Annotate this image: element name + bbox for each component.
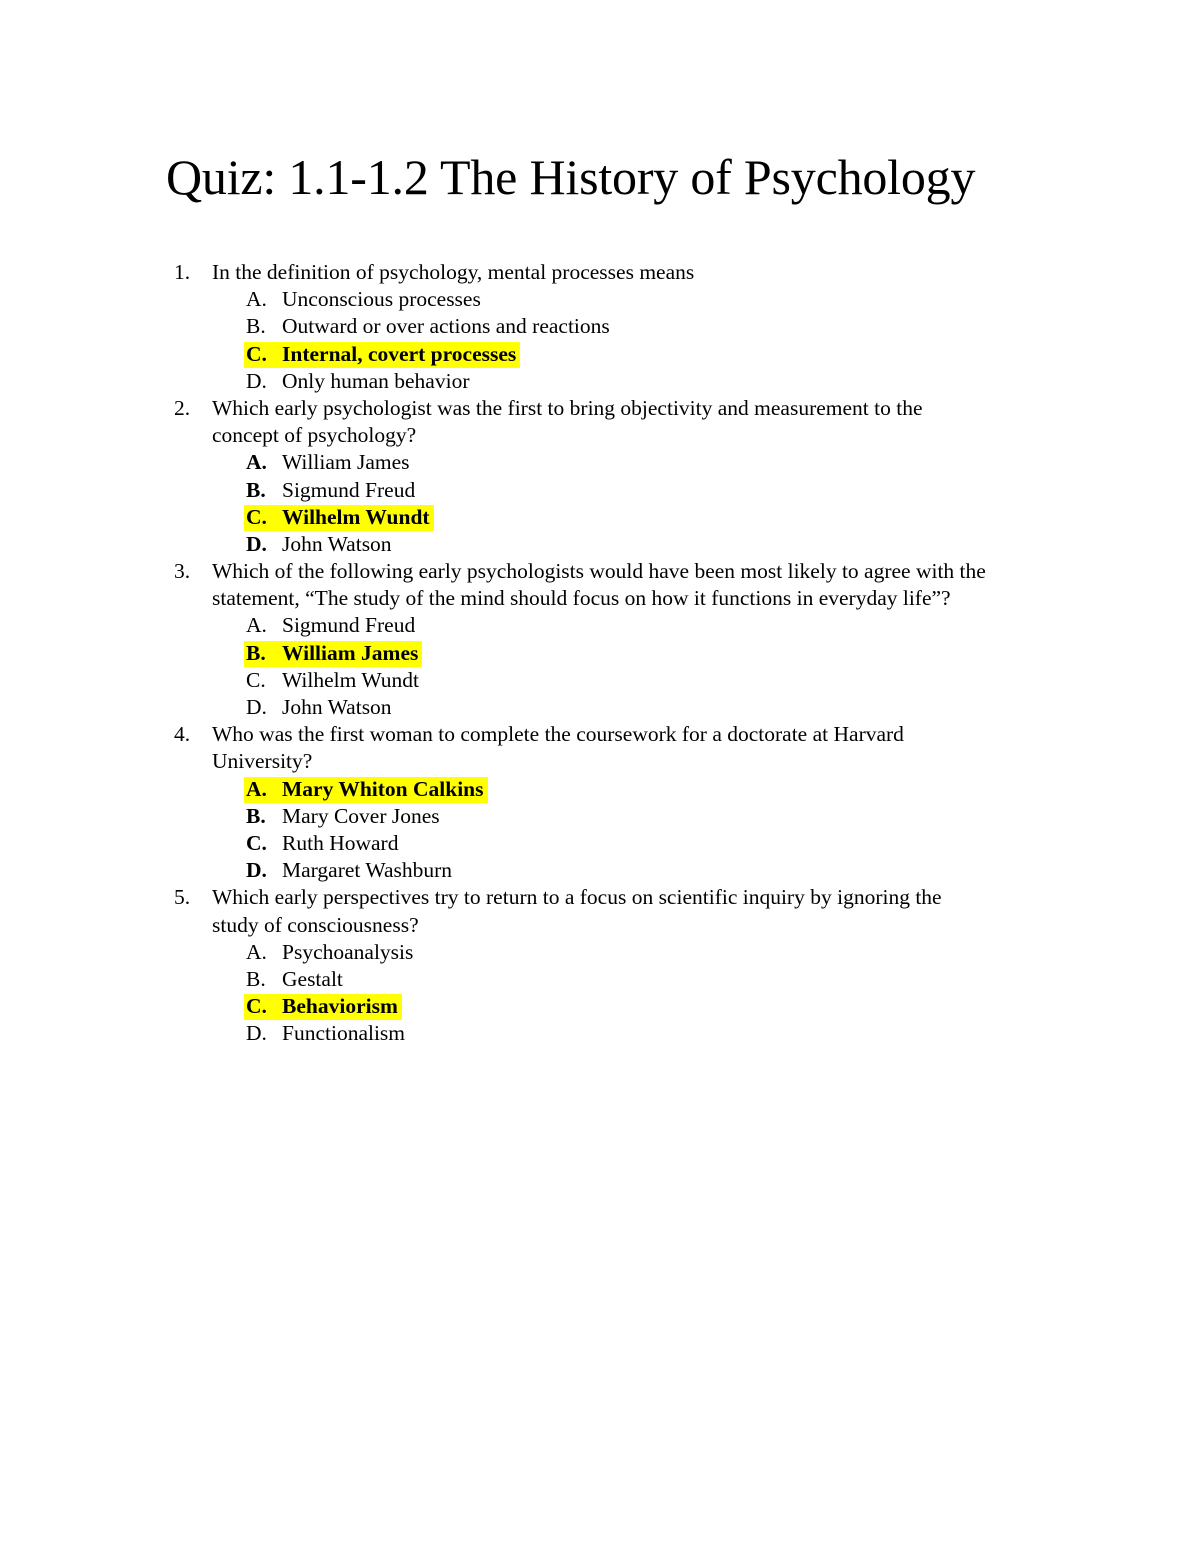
answer-option xyxy=(0,966,1200,993)
answer-option-correct xyxy=(0,504,1200,531)
option-text: Unconscious processes xyxy=(282,287,481,312)
option-letter: D. xyxy=(246,368,267,393)
option-letter: C. xyxy=(246,341,267,366)
option-letter: B. xyxy=(246,803,266,828)
answer-option xyxy=(0,612,1200,639)
answer-option xyxy=(0,477,1200,504)
answer-option xyxy=(0,694,1200,721)
question-4 xyxy=(0,721,1200,884)
option-letter: B. xyxy=(246,966,266,991)
option-text: John Watson xyxy=(282,695,392,719)
question-text: concept of psychology? xyxy=(212,423,417,448)
answer-option xyxy=(0,857,1200,884)
question-2 xyxy=(0,395,1200,558)
answer-option xyxy=(0,939,1200,966)
option-text: William James xyxy=(282,450,410,475)
question-text: Which of the following early psychologists would have been most likely to agree with the xyxy=(212,559,986,584)
option-letter: A. xyxy=(246,776,267,801)
option-letter: B. xyxy=(246,640,266,665)
option-letter: A. xyxy=(246,450,267,475)
question-line xyxy=(0,748,1200,775)
question-line xyxy=(0,721,1200,748)
option-letter: A. xyxy=(246,939,267,964)
question-text: University? xyxy=(212,749,313,774)
question-number: 1. xyxy=(174,260,191,284)
answer-option xyxy=(0,449,1200,476)
answer-option-correct xyxy=(0,993,1200,1020)
answer-option xyxy=(0,531,1200,558)
option-text: Margaret Washburn xyxy=(282,858,453,883)
question-text: Who was the first woman to complete the coursework for a doctorate at Harvard xyxy=(212,722,904,747)
answer-option-correct xyxy=(0,341,1200,368)
question-5 xyxy=(0,884,1200,1047)
option-text: Mary Cover Jones xyxy=(282,803,440,828)
question-list xyxy=(0,259,1200,1047)
option-text: Gestalt xyxy=(282,966,343,991)
option-letter: D. xyxy=(246,531,267,556)
answer-option xyxy=(0,286,1200,313)
question-1 xyxy=(0,259,1200,395)
option-text: Wilhelm Wundt xyxy=(282,504,430,529)
answer-option xyxy=(0,830,1200,857)
question-line xyxy=(0,259,1200,286)
question-line xyxy=(0,912,1200,939)
option-letter: B. xyxy=(246,477,266,502)
question-line xyxy=(0,395,1200,422)
option-text: Ruth Howard xyxy=(282,830,399,855)
question-text: study of consciousness? xyxy=(212,912,419,937)
answer-option-correct xyxy=(0,640,1200,667)
question-line xyxy=(0,585,1200,612)
question-text: In the definition of psychology, mental processes means xyxy=(212,260,695,284)
question-3 xyxy=(0,558,1200,721)
question-number: 3. xyxy=(174,559,191,584)
answer-option xyxy=(0,368,1200,395)
option-letter: C. xyxy=(246,994,267,1019)
option-text: Psychoanalysis xyxy=(282,939,414,964)
option-text: Mary Whiton Calkins xyxy=(282,776,484,801)
option-text: John Watson xyxy=(282,531,392,556)
option-text: Sigmund Freud xyxy=(282,477,416,502)
question-text: Which early perspectives try to return to a focus on scientific inquiry by ignoring the xyxy=(212,885,942,910)
option-text: William James xyxy=(282,640,419,665)
option-text: Sigmund Freud xyxy=(282,613,416,638)
answer-option-correct xyxy=(0,776,1200,803)
question-line xyxy=(0,558,1200,585)
option-text: Outward or over actions and reactions xyxy=(282,314,610,339)
option-text: Internal, covert processes xyxy=(282,341,517,366)
question-text: statement, “The study of the mind should focus on how it functions in everyday life”? xyxy=(212,586,951,611)
question-number: 4. xyxy=(174,722,191,747)
answer-option xyxy=(0,667,1200,694)
option-letter: D. xyxy=(246,858,267,883)
option-text: Wilhelm Wundt xyxy=(282,667,420,692)
question-line xyxy=(0,884,1200,911)
option-letter: C. xyxy=(246,830,267,855)
question-text: Which early psychologist was the first to bring objectivity and measurement to the xyxy=(212,395,923,420)
option-letter: A. xyxy=(246,287,267,312)
option-text: Only human behavior xyxy=(282,368,470,393)
page-title: Quiz: 1.1-1.2 The History of Psychology xyxy=(166,149,976,205)
question-number: 5. xyxy=(174,885,191,910)
option-letter: A. xyxy=(246,613,267,638)
option-letter: B. xyxy=(246,314,266,339)
answer-option xyxy=(0,1020,1200,1047)
option-text: Behaviorism xyxy=(282,994,398,1019)
option-letter: C. xyxy=(246,667,266,692)
answer-option xyxy=(0,313,1200,340)
option-letter: D. xyxy=(246,695,267,719)
question-number: 2. xyxy=(174,395,191,420)
option-letter: C. xyxy=(246,504,267,529)
option-text: Functionalism xyxy=(282,1021,406,1046)
option-letter: D. xyxy=(246,1021,267,1046)
question-line xyxy=(0,422,1200,449)
answer-option xyxy=(0,803,1200,830)
